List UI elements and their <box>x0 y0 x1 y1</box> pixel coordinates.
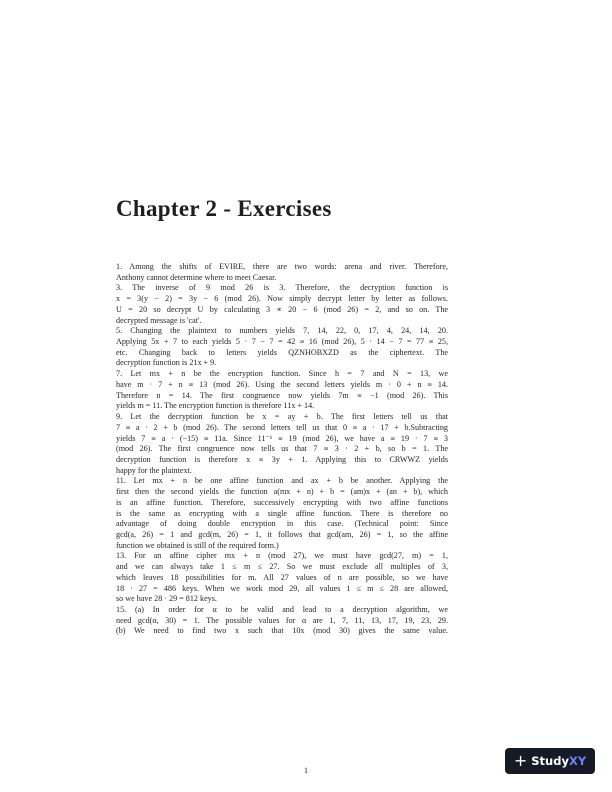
text-line: yields 7 ≡ a · (−15) ≡ 11a. Since 11⁻¹ ≡ 19 (mod 26), we have a ≡ 19 · 7 ≡ 3 <box>116 433 448 443</box>
text-line: decrypted message is 'cat'. <box>116 315 202 325</box>
brand-accent: XY <box>568 754 587 768</box>
text-line: Applying 5x + 7 to each yields 5 · 7 − 7 = 42 ≡ 16 (mod 26), 5 · 14 − 7 = 77 ≡ 25, <box>116 337 448 347</box>
text-line: which leaves 18 possibilities for m. All 27 values of n are possible, so we have <box>116 572 448 582</box>
page-number: 1 <box>303 765 309 775</box>
text-line: 7 ≡ a · 2 + b (mod 26). The second letters tell us that 0 ≡ a · 17 + b.Subtracting <box>116 422 448 432</box>
chapter-title: Chapter 2 - Exercises <box>116 196 332 221</box>
text-line: gcd(a, 26) = 1 and gcd(m, 26) = 1, it follows that gcd(am, 26) = 1, so the affine <box>116 529 448 539</box>
brand-main: Study <box>531 754 569 768</box>
text-line: etc. Changing back to letters yields QZNHOBXZD as the ciphertext. The <box>116 347 448 357</box>
text-line: 9. Let the decryption function be x = ay + b. The first letters tell us that <box>116 412 448 422</box>
text-line: 7. Let mx + n be the encryption function. Since h = 7 and N = 13, we <box>116 369 448 379</box>
exercise-solutions-text <box>116 262 448 637</box>
text-line: 1. Among the shifts of EVIRE, there are two words: arena and river. Therefore, <box>116 262 448 271</box>
text-line: (mod 26). The first congruence now tells us that 7 ≡ 3 · 2 + b, so b = 1. The <box>116 444 448 454</box>
text-line: decryption function is therefore x ≡ 3y + 1. Applying this to CRWWZ yields <box>116 454 448 464</box>
text-line: Anthony cannot determine where to meet Caesar. <box>116 272 277 282</box>
studyxy-watermark[interactable] <box>505 748 595 774</box>
text-line: Therefore n = 14. The first congruence now yields 7m ≡ −1 (mod 26). This <box>116 390 448 400</box>
plus-icon: + <box>513 751 528 770</box>
text-line: function we obtained is still of the required form.) <box>116 540 279 550</box>
text-line: 15. (a) In order for α to be valid and lead to a decryption algorithm, we <box>116 605 448 614</box>
text-line: have m · 7 + n ≡ 13 (mod 26). Using the second letters yields m · 0 + n ≡ 14. <box>116 379 448 389</box>
text-line: and we can always take 1 ≤ m ≤ 27. So we must exclude all multiples of 3, <box>116 562 448 572</box>
text-line: so we have 28 · 29 = 812 keys. <box>116 594 217 604</box>
text-line: x = 3(y − 2) = 3y − 6 (mod 26). Now simply decrypt letter by letter as follows. <box>116 294 448 304</box>
text-line: 11. Let mx + n be one affine function and ax + b be another. Applying the <box>116 476 448 486</box>
text-line: need gcd(α, 30) = 1. The possible values for α are 1, 7, 11, 13, 17, 19, 23, 29. <box>116 615 448 625</box>
text-line: 13. For an affine cipher mx + n (mod 27), we must have gcd(27, m) = 1, <box>116 551 448 561</box>
brand-name <box>531 754 586 768</box>
text-line: 5. Changing the plaintext to numbers yields 7, 14, 22, 0, 17, 4, 24, 14, 20. <box>116 326 448 336</box>
text-line: yields m = 11. The encryption function is therefore 11x + 14. <box>116 401 315 411</box>
text-line: (b) We need to find two x such that 10x (mod 30) gives the same value. <box>116 626 448 636</box>
text-line: happy for the plaintext. <box>116 465 192 475</box>
text-line: first then the second yields the function a(mx + n) + b = (am)x + (an + b), which <box>116 487 448 497</box>
text-line: 3. The inverse of 9 mod 26 is 3. Therefore, the decryption function is <box>116 283 448 293</box>
text-line: decryption function is 21x + 9. <box>116 358 217 368</box>
text-line: is the same as encrypting with a single affine function. There is therefore no <box>116 508 448 518</box>
text-line: is an affine function. Therefore, successively encrypting with two affine functions <box>116 497 448 507</box>
text-line: U = 20 so decrypt U by calculating 3 ∗ 20 − 6 (mod 26) = 2, and so on. The <box>116 304 448 314</box>
text-line: advantage of doing double encryption in this case. (Technical point: Since <box>116 519 448 529</box>
text-line: 18 · 27 = 486 keys. When we work mod 29, all values 1 ≤ m ≤ 28 are allowed, <box>116 583 448 593</box>
